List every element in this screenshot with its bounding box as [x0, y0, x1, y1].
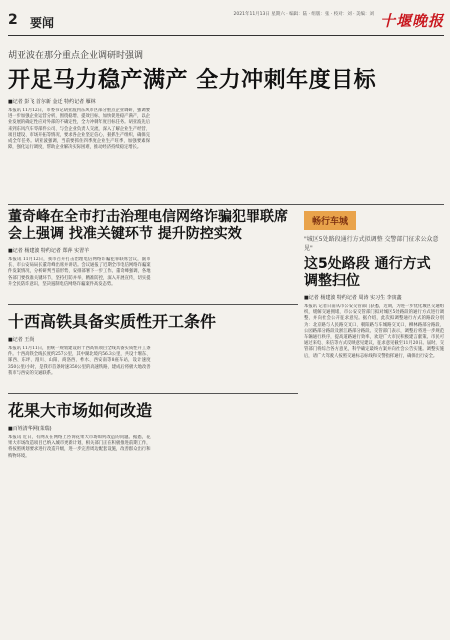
market-body: 本报讯 近日，有网友在网络上咨询花果大市场如何改造的问题。据悉，花果大市场改造项目已纳入城市更新计划，相关部门正在积极推进前期工作，将按照规划要求进行改造升级，进一步完善周边配套设施，改善群众出行和购物环境。 [8, 435, 151, 459]
lead-body-columns [8, 108, 444, 200]
antifraud-body: 本报讯 11月12日，我市召开打击治理电信网络诈骗犯罪联席会议，副市长、市公安局局长董奇峰出席并讲话。会议通报了近期全市电信网络诈骗案件发案情况，分析研判当前形势，安排部署下一步工作。董奇峰强调，各地各部门要找准关键环节，坚持打防并举，精准防控，深入开展宣传，切实提升全民防诈意识，坚决遏制电信网络诈骗案件高发态势。 [8, 257, 151, 287]
lead-body-continued [155, 108, 297, 200]
divider [8, 204, 444, 205]
article-antifraud [8, 209, 298, 300]
masthead [8, 6, 444, 36]
left-column [8, 209, 298, 594]
lead-kicker: 胡亚波在那分重点企业调研时强调 [8, 51, 144, 61]
traffic-body: 本报讯 记者日前从市公安交管部门获悉，近期，为进一步优化城区交通组织，缓解交通拥堵，市公安交管部门拟对城区5处路段的通行方式进行调整，并向社会公开征求意见。据介绍，此次拟调整通行方式的路段分别为：北京路与人民路交叉口、朝阳路与车城路交叉口、柳林路部分路段、公园路部分路段及浙江路部分路段。交管部门表示，调整后将进一步规范车辆通行秩序，提高道路通行效率，欢迎广大市民积极建言献策。市民可通过来电、来信等方式反映意见建议，征求意见截至11月20日。届时，交管部门将综合各方意见，科学确定最终方案并向社会公告实施。调整实施后，请广大驾驶人按照交通标志标线和交警指挥通行，确保出行安全。 [304, 304, 444, 359]
lead-body: 本报讯 11月12日，市委书记胡亚波到东风市区部分重点企业调研，强调要进一步加强企业运营分析，围绕稳增、提效目标，加快促进稳产满产，以企业发展的确定性应对外部的不确定性，全力冲刺年度目标任务。胡亚波先后来到东风汽车零部件公司、与会企业负责人交流，深入了解企业生产经营、项目建设、市场开拓等情况，要求各企业坚定信心，狠抓生产组织，确保完成全年任务。胡亚波强调，当前要抓住四季度企业生产旺季，加强要素保障，强化运行调度，帮助企业解决实际困难，推动经济持续稳定增长。 [8, 108, 150, 151]
railway-body-columns [8, 346, 298, 389]
page-number: 2 [8, 12, 18, 28]
newspaper-logo: 十堰晚报 [379, 12, 444, 30]
market-byline: ■百姓清华网(茉瑞) [8, 426, 52, 432]
article-lead [8, 48, 444, 200]
railway-byline: ■记者 王尚 [8, 337, 35, 343]
traffic-body-wrap [304, 304, 444, 594]
traffic-headline: 这5处路段 通行方式调整扫位 [304, 256, 431, 289]
antifraud-body-columns [8, 257, 298, 300]
railway-body: 本报讯 11月11日，由统一规划建设的十西高铁项目全线具备实质性开工条件。十西高铁全线长度约257公里，其中湖北境内56.3公里，共设十堰东、郧西、东坪、漫川、山阳、商洛西、柞水、西安南等8座车站，设计速度350公里/小时，是我市首条时速350公里的高速铁路，建成后将极大地改善我市与西安的交通联系。 [8, 346, 151, 376]
antifraud-headline: 董奇峰在全市打击治理电信网络诈骗犯罪联席会上强调 找准关键环节 提升防控实效 [8, 209, 288, 242]
traffic-kicker: "城区5处路段通行方式拟调整 交警部门征求公众意见" [304, 236, 439, 252]
right-column [304, 209, 444, 594]
divider [8, 393, 298, 394]
divider [8, 304, 298, 305]
lower-layout [8, 209, 444, 594]
market-headline: 花果大市场如何改造 [8, 401, 153, 420]
lead-body-continued-2 [302, 108, 444, 200]
market-body-columns [8, 435, 298, 478]
traffic-byline: ■记者 杨建波 特约记者 周涛 实习生 李寅鑫 [304, 295, 402, 301]
antifraud-byline: ■记者 杨建波 特约记者 郑萍 实習羊 [8, 248, 90, 254]
lead-headline: 开足马力稳产满产 全力冲刺年度目标 [8, 68, 377, 93]
market-body-continued [156, 435, 299, 478]
railway-body-continued [156, 346, 299, 389]
article-railway [8, 309, 298, 389]
railway-headline: 十西高铁具备实质性开工条件 [8, 312, 217, 331]
lead-byline: ■记者 彭飞 首尔新 金迁 特约记者 雁林 [8, 99, 96, 105]
antifraud-body-continued [156, 257, 299, 300]
issue-meta: 2021年11月13日 星期六 · 编辑：陆 · 组版：张 · 校对：刘 · 美编：刘 [233, 12, 374, 17]
section-title: 要闻 [30, 16, 55, 30]
column-tag: 畅行车城 [304, 211, 356, 230]
article-market [8, 398, 298, 478]
newspaper-page [8, 6, 444, 636]
